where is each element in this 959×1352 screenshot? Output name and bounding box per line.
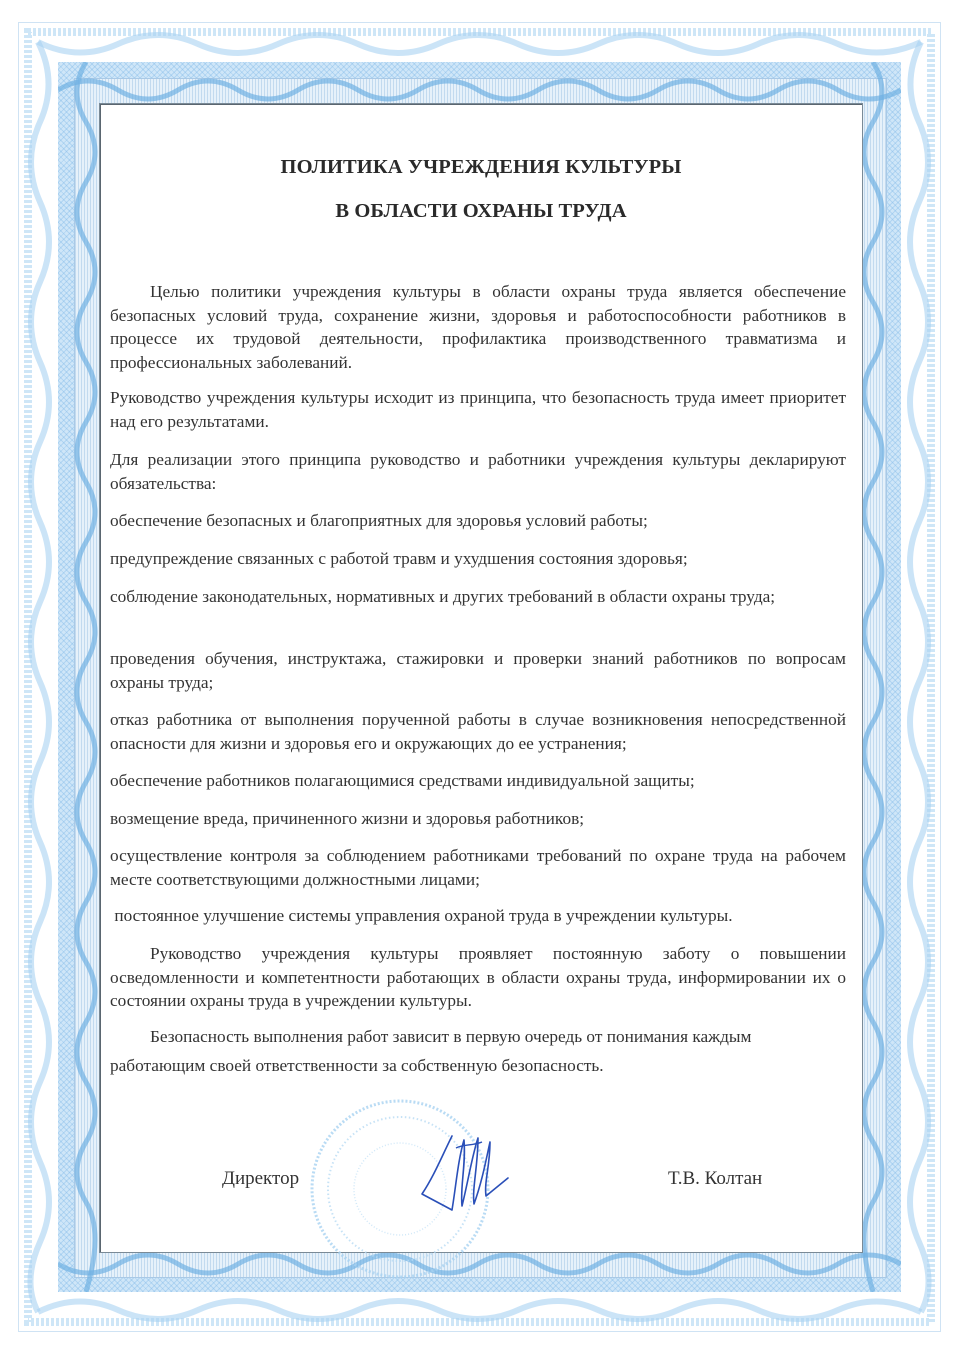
obligation-item: обеспечение работников полагающимися средствами индивидуальной защиты; [110, 771, 695, 790]
obligation-item: обеспечение безопасных и благоприятных для здоровья условий работы; [110, 511, 648, 530]
obligation-item: предупреждение связанных с работой травм и ухудшения состояния здоровья; [110, 549, 688, 568]
obligation-item: соблюдение законодательных, нормативных и других требований в области охраны труда; [110, 587, 776, 606]
obligation-item: проведения обучения, инструктажа, стажировки и проверки знаний работников по вопросам охраны труда; [110, 649, 846, 692]
document-title-line-2: В ОБЛАСТИ ОХРАНЫ ТРУДА [335, 200, 627, 222]
document-title-line-1: ПОЛИТИКА УЧРЕЖДЕНИЯ КУЛЬТУРЫ [280, 156, 682, 178]
signature-row [100, 1166, 862, 1206]
obligation-item: осуществление контроля за соблюдением работниками требований по охране труда на рабочем месте соответствующими должностными лицами; [110, 846, 846, 889]
document-body [99, 103, 863, 1253]
paragraph-obligations-intro: Для реализации этого принципа руководство и работники учреждения культуры декларируют обязательства: [110, 450, 846, 493]
paragraph-responsibility: Безопасность выполнения работ зависит в первую очередь от понимания каждым работающим своей ответственности за собственную безопасность. [110, 1027, 752, 1075]
signatory-name: Т.В. Колтан [668, 1168, 763, 1189]
signatory-position: Директор [222, 1168, 300, 1189]
paragraph-awareness: Руководство учреждения культуры проявляет постоянную заботу о повышении осведомленности и компетентности работающих в области охраны труда, информировании их о состоянии охраны труда в учреждении культуры. [110, 944, 846, 1010]
paragraph-purpose: Целью политики учреждения культуры в области охраны труда является обеспечение безопасных условий труда, сохранение жизни, здоровья и работоспособности работников в процессе их трудовой деятельности, профилактика производственного травматизма и профессиональных заболеваний. [110, 282, 846, 372]
obligation-item: отказ работника от выполнения порученной работы в случае возникновения непосредственной опасности для жизни и здоровья его и окружающих до ее устранения; [110, 710, 846, 753]
obligation-item: возмещение вреда, причиненного жизни и здоровья работников; [110, 809, 585, 828]
paragraph-principle: Руководство учреждения культуры исходит из принципа, что безопасность труда имеет приоритет над его результатами. [110, 388, 846, 431]
obligation-item: постоянное улучшение системы управления охраной труда в учреждении культуры. [110, 906, 733, 925]
